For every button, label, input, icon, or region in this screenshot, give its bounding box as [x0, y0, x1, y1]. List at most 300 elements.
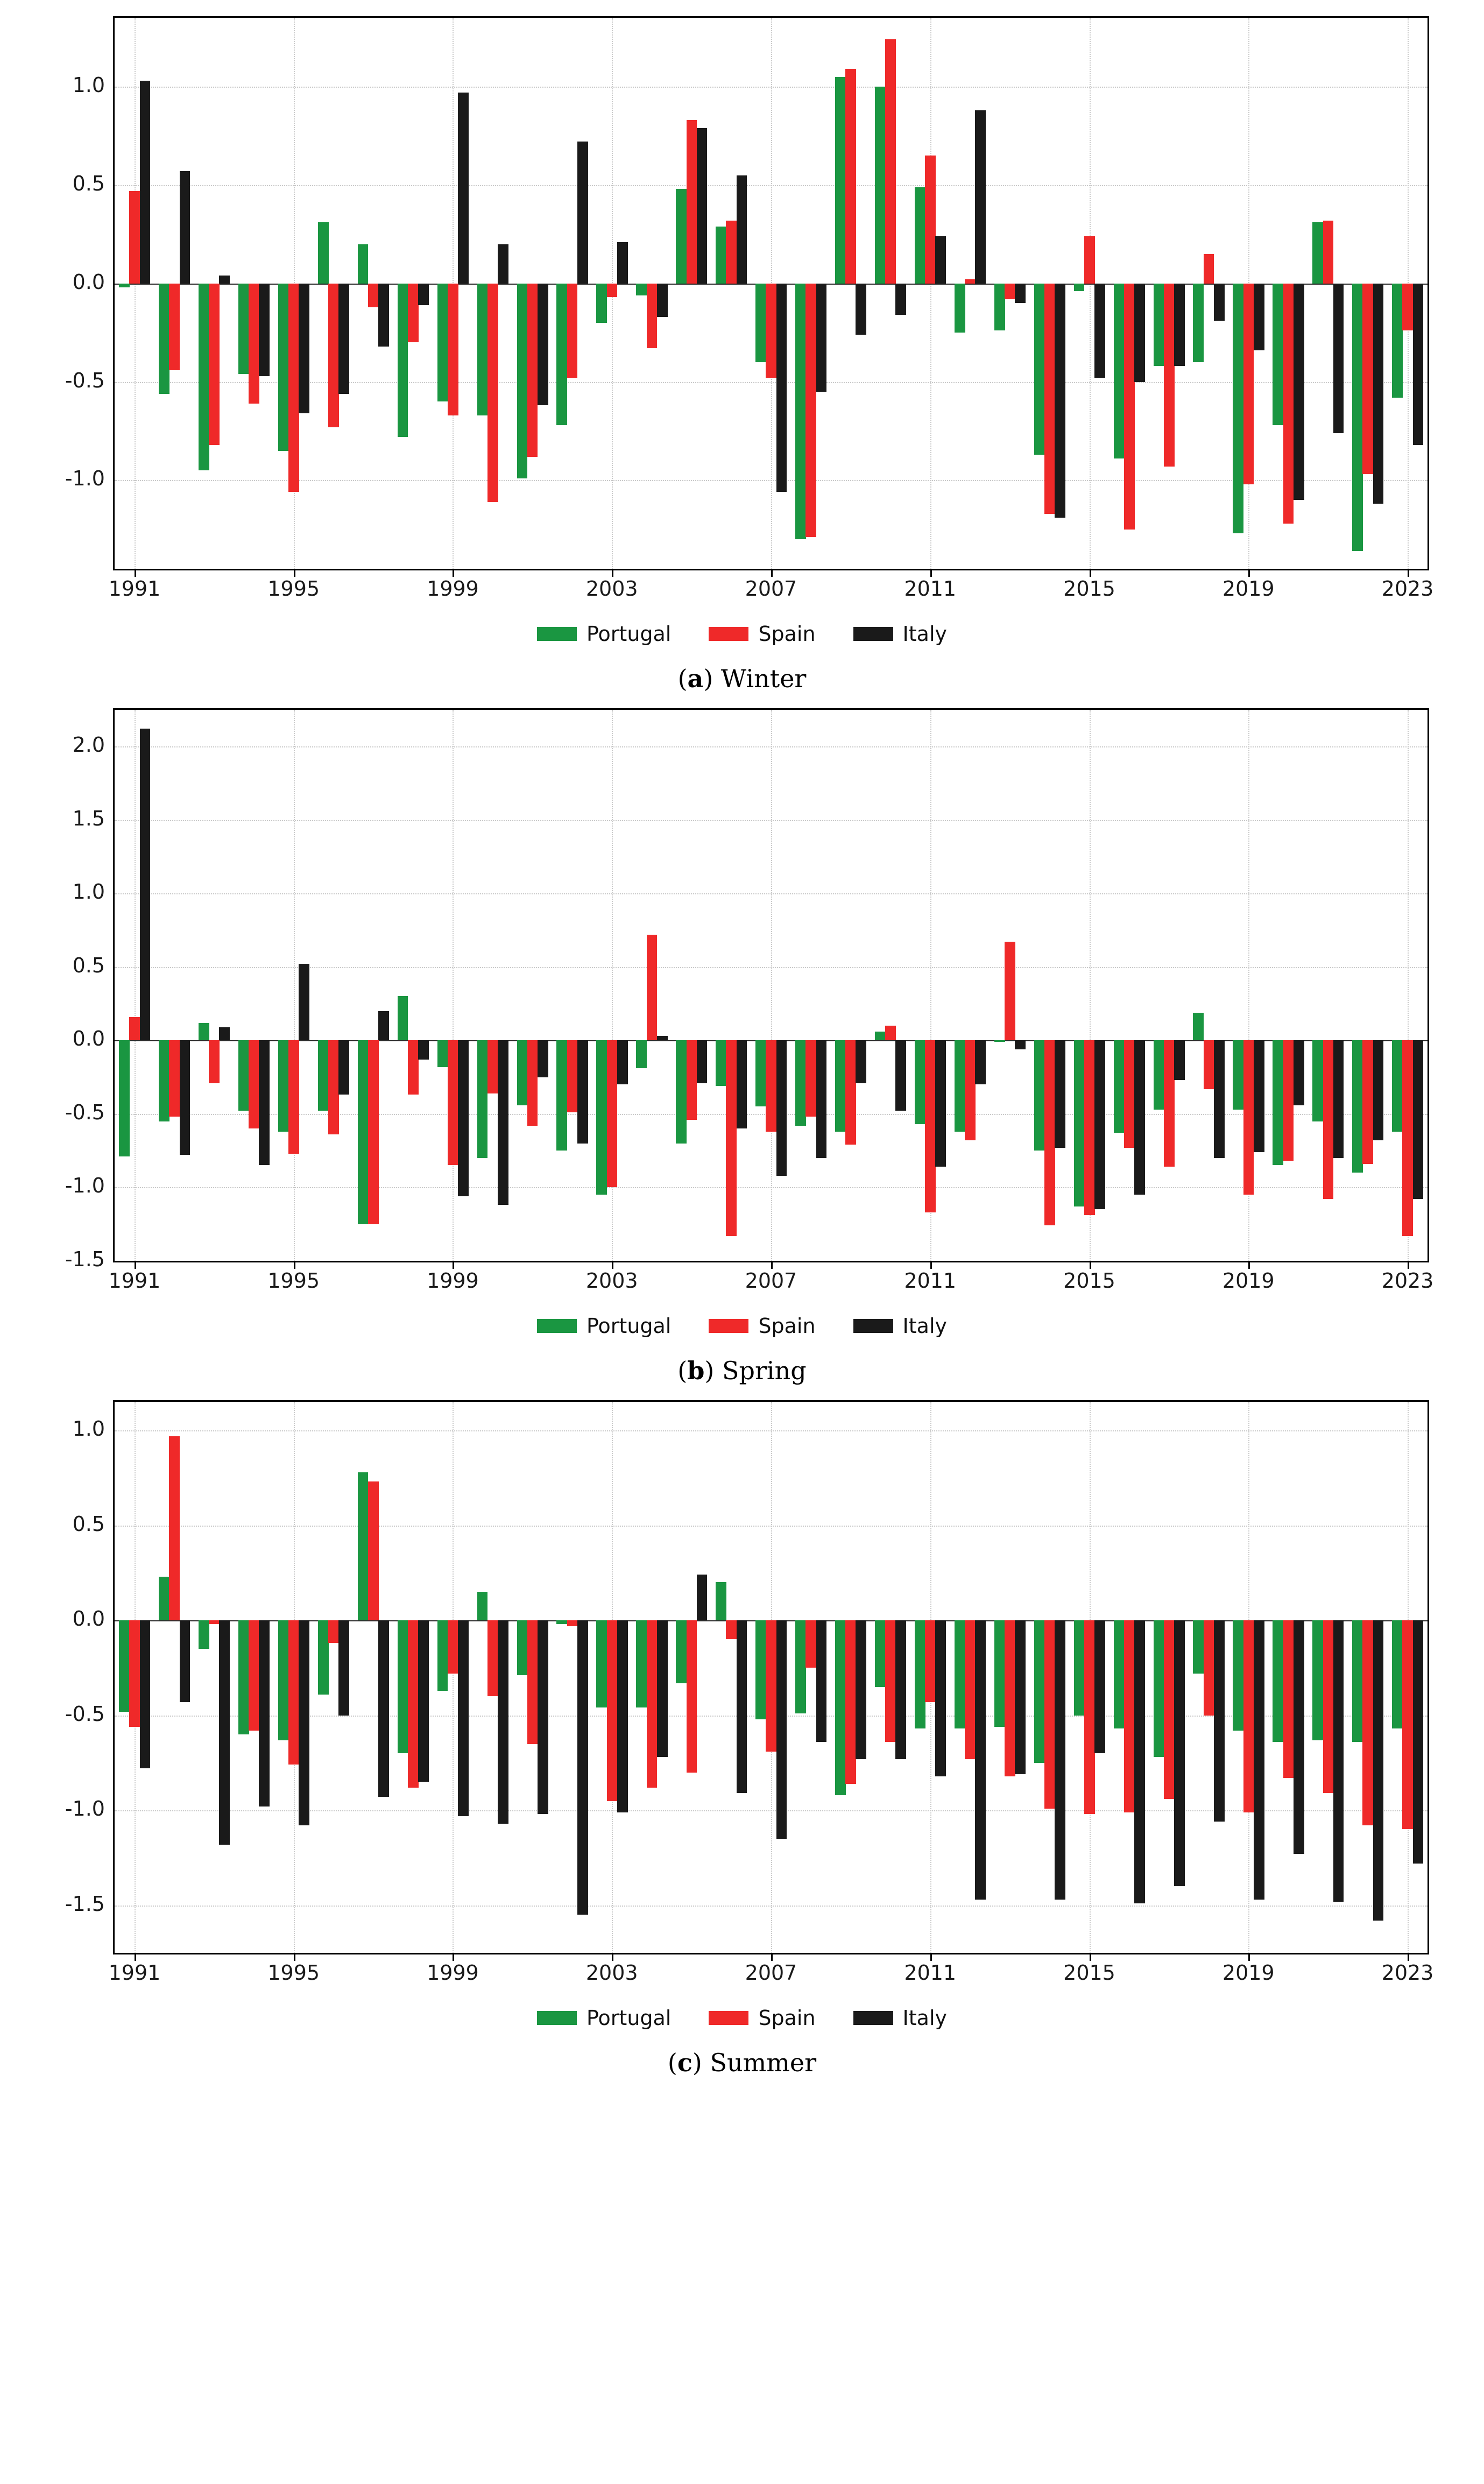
y-tick-label: -0.5	[65, 368, 105, 392]
caption-spring: (b) Spring	[677, 1356, 807, 1385]
x-tick-mark	[294, 1954, 295, 1961]
y-tick-label: 1.0	[72, 1416, 105, 1441]
legend-item-portugal	[537, 2006, 671, 2030]
bar-italy-1992	[180, 1620, 190, 1702]
bar-italy-2021	[1333, 1620, 1344, 1902]
y-tick-label: 1.0	[72, 73, 105, 97]
bar-italy-2016	[1134, 1040, 1145, 1195]
bar-italy-2009	[856, 284, 866, 335]
legend-label-italy: Italy	[902, 622, 947, 646]
legend-label-portugal: Portugal	[586, 2006, 672, 2030]
legend-swatch-portugal	[537, 2011, 577, 2025]
bar-spain-1993	[209, 1620, 220, 1624]
bar-italy-1995	[299, 964, 309, 1040]
bar-italy-2011	[935, 1620, 946, 1776]
bar-spain-2015	[1084, 236, 1095, 284]
bar-spain-2011	[925, 156, 936, 284]
y-tick-label: -0.5	[65, 1702, 105, 1726]
bar-spain-1995	[288, 1620, 299, 1765]
bar-italy-1993	[219, 276, 230, 284]
bar-portugal-2002	[556, 284, 567, 425]
bar-italy-2014	[1055, 1620, 1065, 1900]
bar-spain-1999	[448, 284, 458, 415]
x-tick-label: 1991	[108, 1269, 161, 1293]
legend-swatch-portugal	[537, 1319, 577, 1333]
x-tick-label: 2019	[1222, 1269, 1275, 1293]
bar-portugal-1993	[199, 1620, 209, 1649]
gridline-vertical	[135, 710, 136, 1261]
bar-portugal-2012	[955, 284, 965, 333]
x-tick-mark	[453, 1954, 454, 1961]
bar-portugal-2010	[875, 1032, 886, 1040]
bar-portugal-2015	[1074, 1620, 1085, 1716]
bar-portugal-2005	[676, 1620, 687, 1683]
bar-portugal-2004	[636, 284, 647, 295]
bar-italy-2008	[816, 1040, 827, 1158]
bar-spain-2004	[647, 1620, 658, 1788]
x-tick-label: 2003	[585, 577, 638, 601]
bar-portugal-1999	[437, 1620, 448, 1691]
bar-italy-2011	[935, 236, 946, 284]
bar-spain-1998	[408, 1040, 419, 1095]
bar-portugal-2003	[596, 1620, 607, 1707]
bar-portugal-1998	[398, 1620, 408, 1753]
x-tick-label: 2003	[585, 1269, 638, 1293]
bar-spain-2007	[766, 1620, 776, 1752]
bar-italy-2012	[975, 110, 986, 284]
legend-swatch-spain	[709, 1319, 748, 1333]
bar-spain-2020	[1283, 284, 1294, 524]
bar-italy-2018	[1214, 1040, 1225, 1158]
caption-letter-c: c	[677, 2048, 692, 2077]
x-tick-label: 2007	[745, 1961, 797, 1985]
gridline-vertical	[453, 710, 454, 1261]
bar-italy-2004	[657, 1036, 668, 1040]
bar-portugal-2003	[596, 284, 607, 323]
y-tick-label: -1.0	[65, 1797, 105, 1821]
bar-spain-1992	[169, 284, 180, 370]
bar-spain-2013	[1005, 1620, 1015, 1776]
legend-spring	[48, 1314, 1436, 1338]
bar-portugal-2010	[875, 1620, 886, 1687]
x-tick-label: 2023	[1381, 1961, 1434, 1985]
bar-portugal-2022	[1352, 284, 1363, 551]
x-tick-label: 2019	[1222, 1961, 1275, 1985]
x-axis-winter	[108, 570, 1434, 608]
legend-swatch-italy	[853, 1319, 893, 1333]
bar-italy-2014	[1055, 284, 1065, 518]
plot-area-spring	[113, 708, 1429, 1262]
gridline-vertical	[135, 18, 136, 569]
bar-spain-1994	[249, 1040, 259, 1128]
x-tick-mark	[612, 1262, 613, 1269]
bar-spain-2006	[726, 1040, 737, 1236]
bar-italy-2007	[776, 1620, 787, 1839]
caption-letter-a: a	[687, 664, 704, 693]
bar-italy-2002	[577, 1620, 588, 1915]
bar-spain-1993	[209, 284, 220, 445]
bar-spain-2009	[845, 69, 856, 284]
bar-italy-1997	[378, 284, 389, 347]
bar-spain-2000	[487, 1620, 498, 1696]
y-tick-label: -1.5	[65, 1892, 105, 1916]
bar-portugal-2021	[1312, 1040, 1323, 1121]
bar-spain-2012	[965, 279, 976, 283]
bar-portugal-2007	[755, 1620, 766, 1719]
bar-portugal-1998	[398, 284, 408, 437]
bar-portugal-2001	[517, 1040, 528, 1105]
bar-spain-1999	[448, 1620, 458, 1674]
bar-italy-2005	[697, 128, 708, 284]
bar-italy-2018	[1214, 1620, 1225, 1822]
bar-portugal-2008	[795, 284, 806, 539]
bar-italy-2010	[895, 284, 906, 315]
bar-portugal-2014	[1034, 1040, 1045, 1151]
gridline-horizontal	[115, 1261, 1428, 1262]
bar-portugal-1991	[119, 284, 130, 287]
bar-portugal-2004	[636, 1620, 647, 1707]
bar-spain-2023	[1402, 1620, 1413, 1829]
caption-winter: (a) Winter	[677, 664, 807, 693]
bar-italy-1992	[180, 1040, 190, 1155]
caption-text-c: Summer	[710, 2048, 817, 2077]
bar-spain-1997	[368, 1040, 379, 1224]
y-tick-label: -0.5	[65, 1100, 105, 1124]
bar-italy-2022	[1373, 1620, 1384, 1921]
bar-italy-2005	[697, 1040, 708, 1083]
bar-spain-2017	[1164, 284, 1175, 467]
bar-italy-1994	[259, 1620, 270, 1806]
y-tick-label: 0.5	[72, 171, 105, 195]
x-tick-mark	[771, 570, 773, 577]
bar-spain-2011	[925, 1040, 936, 1212]
bar-portugal-1994	[238, 284, 249, 374]
bar-portugal-2001	[517, 284, 528, 478]
bar-spain-2000	[487, 1040, 498, 1093]
bar-spain-1994	[249, 1620, 259, 1731]
x-tick-label: 1995	[267, 1961, 320, 1985]
y-tick-label: 0.5	[72, 1512, 105, 1536]
bar-italy-2004	[657, 284, 668, 317]
legend-swatch-italy	[853, 627, 893, 641]
x-tick-mark	[1248, 1954, 1250, 1961]
x-tick-mark	[930, 1954, 932, 1961]
bar-spain-2013	[1005, 284, 1015, 299]
bar-portugal-1993	[199, 284, 209, 470]
bar-italy-1991	[140, 729, 151, 1040]
caption-letter-b: b	[687, 1356, 705, 1385]
bar-spain-2018	[1204, 1040, 1214, 1089]
chart-block-summer	[48, 1400, 1436, 2077]
x-tick-mark	[135, 1954, 136, 1961]
bar-italy-2017	[1174, 1620, 1185, 1886]
bar-italy-2008	[816, 1620, 827, 1742]
x-tick-mark	[771, 1262, 773, 1269]
y-tick-label: -1.5	[65, 1247, 105, 1271]
x-tick-mark	[1090, 1262, 1091, 1269]
bar-italy-2002	[577, 1040, 588, 1143]
bar-italy-2009	[856, 1040, 866, 1083]
plot-area-summer	[113, 1400, 1429, 1954]
bar-portugal-2010	[875, 87, 886, 284]
bar-italy-1993	[219, 1620, 230, 1845]
y-tick-label: 2.0	[72, 733, 105, 757]
bar-spain-2001	[527, 1620, 538, 1744]
bar-italy-1997	[378, 1011, 389, 1041]
bar-spain-1992	[169, 1436, 180, 1621]
legend-item-spain	[709, 1314, 815, 1338]
bar-spain-2010	[885, 1620, 896, 1742]
bar-spain-2021	[1323, 221, 1334, 284]
bar-portugal-2011	[915, 187, 925, 284]
bar-italy-1993	[219, 1027, 230, 1041]
x-tick-mark	[771, 1954, 773, 1961]
bar-italy-1999	[458, 1620, 469, 1816]
x-tick-mark	[453, 1262, 454, 1269]
bar-portugal-2016	[1114, 1040, 1125, 1133]
bar-portugal-1996	[318, 1040, 329, 1111]
bar-spain-1998	[408, 1620, 419, 1788]
bar-italy-2003	[617, 242, 628, 284]
bar-italy-2020	[1294, 1040, 1304, 1105]
bar-portugal-2004	[636, 1040, 647, 1068]
bar-italy-1994	[259, 284, 270, 376]
bar-spain-2013	[1005, 942, 1015, 1040]
bar-spain-1998	[408, 284, 419, 343]
bar-spain-2020	[1283, 1620, 1294, 1778]
bar-portugal-1991	[119, 1620, 130, 1711]
bar-spain-2019	[1243, 284, 1254, 484]
x-tick-mark	[294, 570, 295, 577]
bar-portugal-2003	[596, 1040, 607, 1195]
x-tick-label: 1999	[427, 577, 479, 601]
y-tick-label: 1.5	[72, 806, 105, 830]
legend-label-portugal: Portugal	[586, 1314, 672, 1338]
bar-portugal-2015	[1074, 1040, 1085, 1206]
bar-spain-2019	[1243, 1040, 1254, 1195]
bar-spain-2012	[965, 1620, 976, 1759]
bar-spain-2018	[1204, 1620, 1214, 1716]
bar-portugal-2006	[716, 227, 726, 284]
bar-portugal-1997	[358, 1472, 369, 1620]
legend-summer	[48, 2006, 1436, 2030]
bar-portugal-2008	[795, 1620, 806, 1713]
bar-italy-1995	[299, 284, 309, 413]
bar-spain-2015	[1084, 1620, 1095, 1814]
bar-portugal-2002	[556, 1620, 567, 1624]
bar-italy-2015	[1094, 1040, 1105, 1209]
bar-italy-2001	[538, 1040, 548, 1077]
bar-italy-2011	[935, 1040, 946, 1167]
x-tick-mark	[612, 570, 613, 577]
bar-italy-2000	[498, 244, 508, 284]
bar-italy-2022	[1373, 1040, 1384, 1140]
bar-spain-1997	[368, 1481, 379, 1620]
bar-portugal-2002	[556, 1040, 567, 1151]
bar-portugal-2011	[915, 1040, 925, 1124]
bar-portugal-1993	[199, 1023, 209, 1041]
bar-portugal-2019	[1233, 1040, 1243, 1109]
bar-portugal-2017	[1154, 1040, 1164, 1109]
bar-spain-2007	[766, 1040, 776, 1131]
y-tick-label: 1.0	[72, 880, 105, 904]
bar-italy-2005	[697, 1575, 708, 1620]
bar-italy-1991	[140, 81, 151, 284]
bar-spain-2017	[1164, 1040, 1175, 1167]
bar-italy-2018	[1214, 284, 1225, 321]
bar-italy-1998	[418, 1040, 429, 1059]
x-tick-label: 2019	[1222, 577, 1275, 601]
bar-spain-1992	[169, 1040, 180, 1117]
bar-italy-2010	[895, 1040, 906, 1111]
bar-portugal-2011	[915, 1620, 925, 1728]
bar-italy-2004	[657, 1620, 668, 1757]
bar-portugal-2007	[755, 284, 766, 362]
x-tick-mark	[1090, 570, 1091, 577]
bar-italy-2013	[1015, 1620, 1026, 1774]
bar-portugal-1992	[159, 1040, 169, 1121]
bar-italy-2016	[1134, 284, 1145, 382]
caption-text-a: Winter	[720, 664, 807, 693]
bar-spain-2008	[805, 1620, 816, 1668]
bar-portugal-2018	[1193, 1013, 1204, 1041]
bar-italy-2000	[498, 1040, 508, 1205]
bar-italy-1997	[378, 1620, 389, 1797]
y-tick-label: 0.5	[72, 953, 105, 977]
x-tick-label: 2007	[745, 577, 797, 601]
bar-portugal-1994	[238, 1620, 249, 1734]
legend-label-italy: Italy	[902, 1314, 947, 1338]
legend-swatch-italy	[853, 2011, 893, 2025]
bar-italy-2013	[1015, 284, 1026, 304]
bar-portugal-1992	[159, 1577, 169, 1620]
bar-portugal-1994	[238, 1040, 249, 1111]
bar-italy-2006	[737, 1620, 747, 1793]
y-axis-summer	[48, 1400, 105, 1954]
bar-italy-2002	[577, 142, 588, 283]
bar-italy-1995	[299, 1620, 309, 1825]
chart-block-winter	[48, 16, 1436, 693]
bar-spain-2018	[1204, 254, 1214, 284]
bar-spain-2001	[527, 1040, 538, 1125]
bar-spain-2019	[1243, 1620, 1254, 1812]
x-tick-label: 1995	[267, 577, 320, 601]
bar-spain-2004	[647, 935, 658, 1041]
x-tick-mark	[1408, 570, 1409, 577]
bar-portugal-2005	[676, 189, 687, 284]
bar-portugal-2012	[955, 1040, 965, 1131]
bar-italy-1996	[338, 284, 349, 394]
bar-portugal-1997	[358, 244, 369, 284]
bar-italy-2001	[538, 284, 548, 406]
legend-label-italy: Italy	[902, 2006, 947, 2030]
bar-portugal-2014	[1034, 1620, 1045, 1763]
bar-portugal-2013	[994, 1040, 1005, 1042]
bar-spain-2021	[1323, 1040, 1334, 1199]
bar-spain-2002	[567, 1040, 578, 1112]
bar-spain-2016	[1124, 284, 1135, 530]
legend-swatch-spain	[709, 2011, 748, 2025]
bar-spain-2023	[1402, 1040, 1413, 1236]
bar-spain-1999	[448, 1040, 458, 1165]
bar-italy-2010	[895, 1620, 906, 1759]
bar-spain-1996	[328, 1620, 339, 1643]
bar-spain-2020	[1283, 1040, 1294, 1161]
bar-portugal-2009	[835, 1040, 846, 1131]
bar-spain-2008	[805, 284, 816, 538]
bar-portugal-2009	[835, 77, 846, 284]
x-tick-label: 1999	[427, 1269, 479, 1293]
bar-spain-2006	[726, 1620, 737, 1639]
x-axis-spring	[108, 1262, 1434, 1300]
bar-portugal-2012	[955, 1620, 965, 1728]
bar-italy-1994	[259, 1040, 270, 1165]
bar-italy-2023	[1413, 284, 1424, 445]
bar-italy-2019	[1254, 284, 1264, 350]
y-tick-label: 0.0	[72, 1027, 105, 1051]
bar-spain-2009	[845, 1620, 856, 1784]
bar-italy-2015	[1094, 284, 1105, 378]
bar-portugal-2017	[1154, 284, 1164, 366]
bar-portugal-2006	[716, 1582, 726, 1620]
bar-spain-2007	[766, 284, 776, 378]
bar-portugal-2013	[994, 1620, 1005, 1727]
bar-spain-2022	[1362, 284, 1373, 475]
legend-label-spain: Spain	[758, 622, 816, 646]
bar-italy-2001	[538, 1620, 548, 1814]
gridline-vertical	[771, 710, 772, 1261]
bar-italy-2008	[816, 284, 827, 392]
bar-portugal-1999	[437, 1040, 448, 1067]
x-tick-mark	[1248, 570, 1250, 577]
bar-italy-2020	[1294, 284, 1304, 500]
bar-portugal-1998	[398, 996, 408, 1040]
bar-portugal-2021	[1312, 1620, 1323, 1740]
bar-italy-2019	[1254, 1620, 1264, 1900]
bar-italy-2007	[776, 284, 787, 492]
bar-italy-2006	[737, 1040, 747, 1128]
bar-spain-2003	[607, 1620, 618, 1801]
bar-spain-2015	[1084, 1040, 1095, 1215]
bar-italy-2017	[1174, 1040, 1185, 1080]
bar-italy-2022	[1373, 284, 1384, 504]
bar-italy-2003	[617, 1040, 628, 1084]
legend-item-italy	[853, 1314, 947, 1338]
bar-italy-1998	[418, 284, 429, 305]
bar-italy-1999	[458, 93, 469, 284]
bar-italy-2015	[1094, 1620, 1105, 1753]
chart-block-spring	[48, 708, 1436, 1385]
caption-summer: (c) Summer	[667, 2048, 817, 2077]
legend-label-portugal: Portugal	[586, 622, 672, 646]
bar-italy-2023	[1413, 1040, 1424, 1199]
bar-italy-2019	[1254, 1040, 1264, 1152]
x-tick-label: 2003	[585, 1961, 638, 1985]
bar-spain-1996	[328, 1040, 339, 1134]
bar-spain-1994	[249, 284, 259, 404]
x-tick-label: 2015	[1063, 1269, 1115, 1293]
x-tick-label: 1999	[427, 1961, 479, 1985]
bar-spain-1996	[328, 284, 339, 427]
bar-italy-2016	[1134, 1620, 1145, 1903]
legend-swatch-portugal	[537, 627, 577, 641]
bar-portugal-1992	[159, 284, 169, 394]
x-tick-mark	[930, 1262, 932, 1269]
bar-spain-2021	[1323, 1620, 1334, 1793]
bar-spain-2014	[1044, 1040, 1055, 1225]
bar-italy-2003	[617, 1620, 628, 1812]
bar-italy-1991	[140, 1620, 151, 1768]
